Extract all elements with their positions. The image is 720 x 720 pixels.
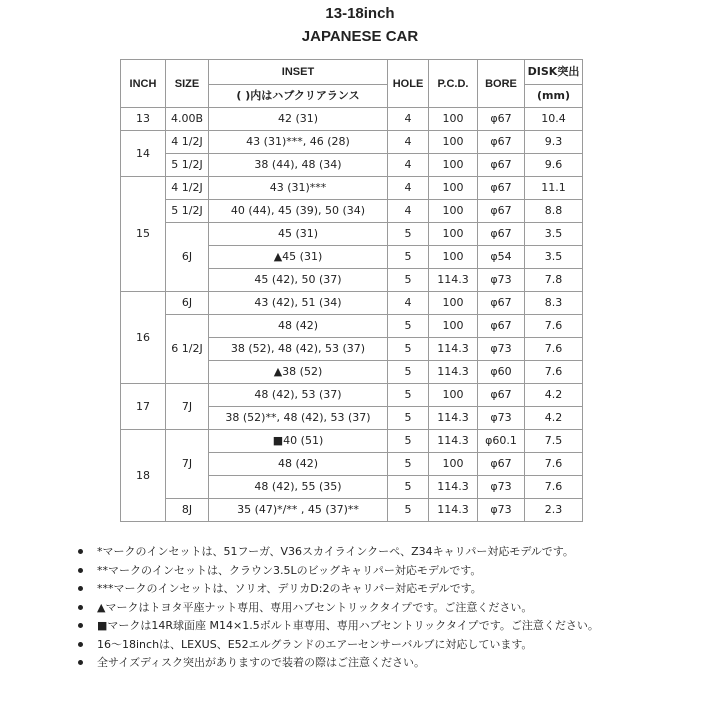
inset-cell: 38 (52)**, 48 (42), 53 (37) [209,407,388,430]
note-item [78,562,638,579]
disk-cell: 7.6 [525,315,583,338]
inch-cell: 13 [121,108,166,131]
disk-cell: 4.2 [525,407,583,430]
page-title: 13-18inch [325,5,395,22]
inset-cell: 43 (31)*** [209,177,388,200]
size-cell: 7J [166,384,209,430]
hole-cell: 4 [388,154,429,177]
note-text: **マークのインセットは、クラウン3.5Lのビッグキャリパー対応モデルです。 [97,563,482,577]
header-pcd: P.C.D. [429,60,478,108]
table-row [121,223,583,246]
table-row [121,108,583,131]
size-cell: 5 1/2J [166,200,209,223]
header-inch: INCH [121,60,166,108]
disk-cell: 9.3 [525,131,583,154]
table-row [121,154,583,177]
pcd-cell: 100 [429,292,478,315]
table-row [121,499,583,522]
inset-cell: 42 (31) [209,108,388,131]
disk-cell: 7.8 [525,269,583,292]
note-text: ***マークのインセットは、ソリオ、デリカD:2のキャリパー対応モデルです。 [97,582,482,595]
pcd-cell: 114.3 [429,476,478,499]
inset-cell: 45 (31) [209,223,388,246]
bullet-icon [78,549,83,554]
note-text: 16～18inchは、LEXUS、E52エルグランドのエアーセンサーバルブに対応しています。 [97,637,533,651]
disk-cell: 10.4 [525,108,583,131]
inch-cell: 18 [121,430,166,522]
table-row [121,131,583,154]
bore-cell: φ73 [478,269,525,292]
bullet-icon [78,642,83,647]
bore-cell: φ67 [478,177,525,200]
size-cell: 4 1/2J [166,131,209,154]
inset-cell: 48 (42) [209,315,388,338]
pcd-cell: 100 [429,108,478,131]
size-cell: 6J [166,223,209,292]
inch-cell: 15 [121,177,166,292]
header-disk-unit: (mm) [525,85,583,108]
hole-cell: 5 [388,269,429,292]
hole-cell: 5 [388,499,429,522]
note-text: 全サイズディスク突出がありますので装着の際はご注意ください。 [97,656,426,669]
hole-cell: 5 [388,384,429,407]
inset-cell: 48 (42), 53 (37) [209,384,388,407]
hole-cell: 5 [388,407,429,430]
disk-cell: 9.6 [525,154,583,177]
disk-cell: 8.3 [525,292,583,315]
note-item [78,654,638,671]
inset-cell: 48 (42) [209,453,388,476]
bullet-icon [78,605,83,610]
pcd-cell: 114.3 [429,338,478,361]
disk-cell: 8.8 [525,200,583,223]
pcd-cell: 100 [429,200,478,223]
bullet-icon [78,623,83,628]
disk-cell: 2.3 [525,499,583,522]
inset-cell: ■40 (51) [209,430,388,453]
size-cell: 5 1/2J [166,154,209,177]
inset-cell: 43 (42), 51 (34) [209,292,388,315]
hole-cell: 4 [388,200,429,223]
bore-cell: φ67 [478,154,525,177]
bullet-icon [78,568,83,573]
bore-cell: φ67 [478,315,525,338]
inch-cell: 16 [121,292,166,384]
bore-cell: φ67 [478,200,525,223]
header-hole: HOLE [388,60,429,108]
hole-cell: 4 [388,131,429,154]
disk-cell: 7.6 [525,338,583,361]
pcd-cell: 114.3 [429,407,478,430]
pcd-cell: 114.3 [429,430,478,453]
bore-cell: φ60 [478,361,525,384]
pcd-cell: 100 [429,177,478,200]
pcd-cell: 114.3 [429,361,478,384]
hole-cell: 5 [388,476,429,499]
disk-cell: 4.2 [525,384,583,407]
note-text: ■マークは14R球面座 M14×1.5ボルト車専用、専用ハブセントリックタイプです。ご注意ください。 [97,619,599,632]
size-cell: 7J [166,430,209,499]
bore-cell: φ54 [478,246,525,269]
pcd-cell: 100 [429,223,478,246]
inch-cell: 17 [121,384,166,430]
bore-cell: φ73 [478,407,525,430]
size-cell: 6J [166,292,209,315]
note-item [78,636,638,653]
inset-cell: 48 (42), 55 (35) [209,476,388,499]
hole-cell: 5 [388,361,429,384]
spec-table [120,59,583,522]
size-cell: 4.00B [166,108,209,131]
note-item [78,599,638,616]
header-disk: DISK突出 [525,60,583,85]
note-text: ▲マークはトヨタ平座ナット専用、専用ハブセントリックタイプです。ご注意ください。 [97,600,533,614]
bore-cell: φ67 [478,453,525,476]
disk-cell: 3.5 [525,246,583,269]
inset-cell: 38 (52), 48 (42), 53 (37) [209,338,388,361]
table-row [121,315,583,338]
disk-cell: 7.6 [525,476,583,499]
pcd-cell: 100 [429,131,478,154]
bore-cell: φ67 [478,384,525,407]
pcd-cell: 114.3 [429,269,478,292]
note-item [78,617,638,634]
header-bore: BORE [478,60,525,108]
bullet-icon [78,586,83,591]
table-row [121,292,583,315]
note-text: *マークのインセットは、51フーガ、V36スカイラインクーペ、Z34キャリパー対応モデルです。 [97,545,574,558]
size-cell: 6 1/2J [166,315,209,384]
bore-cell: φ73 [478,499,525,522]
note-item [78,580,638,597]
pcd-cell: 100 [429,453,478,476]
disk-cell: 7.6 [525,361,583,384]
disk-cell: 3.5 [525,223,583,246]
inset-cell: ▲45 (31) [209,246,388,269]
hole-cell: 4 [388,292,429,315]
table-row [121,384,583,407]
pcd-cell: 114.3 [429,499,478,522]
page-subtitle: JAPANESE CAR [301,28,419,45]
hole-cell: 5 [388,453,429,476]
bore-cell: φ67 [478,223,525,246]
hole-cell: 5 [388,430,429,453]
pcd-cell: 100 [429,384,478,407]
disk-cell: 7.5 [525,430,583,453]
disk-cell: 11.1 [525,177,583,200]
hole-cell: 5 [388,338,429,361]
bore-cell: φ67 [478,108,525,131]
inset-cell: 38 (44), 48 (34) [209,154,388,177]
table-header-row [121,60,583,85]
inset-cell: 45 (42), 50 (37) [209,269,388,292]
pcd-cell: 100 [429,246,478,269]
note-item [78,543,638,560]
bore-cell: φ67 [478,131,525,154]
header-inset: INSET [209,60,388,85]
pcd-cell: 100 [429,315,478,338]
notes-list [78,543,638,673]
pcd-cell: 100 [429,154,478,177]
hole-cell: 4 [388,177,429,200]
bore-cell: φ73 [478,476,525,499]
bore-cell: φ67 [478,292,525,315]
table-row [121,200,583,223]
inset-cell: 40 (44), 45 (39), 50 (34) [209,200,388,223]
disk-cell: 7.6 [525,453,583,476]
hole-cell: 5 [388,315,429,338]
table-row [121,430,583,453]
bullet-icon [78,660,83,665]
table-row [121,177,583,200]
hole-cell: 5 [388,246,429,269]
inset-cell: ▲38 (52) [209,361,388,384]
size-cell: 8J [166,499,209,522]
header-inset-note: ( )内はハブクリアランス [209,85,388,108]
inch-cell: 14 [121,131,166,177]
hole-cell: 4 [388,108,429,131]
inset-cell: 35 (47)*/** , 45 (37)** [209,499,388,522]
header-size: SIZE [166,60,209,108]
bore-cell: φ60.1 [478,430,525,453]
bore-cell: φ73 [478,338,525,361]
hole-cell: 5 [388,223,429,246]
size-cell: 4 1/2J [166,177,209,200]
inset-cell: 43 (31)***, 46 (28) [209,131,388,154]
